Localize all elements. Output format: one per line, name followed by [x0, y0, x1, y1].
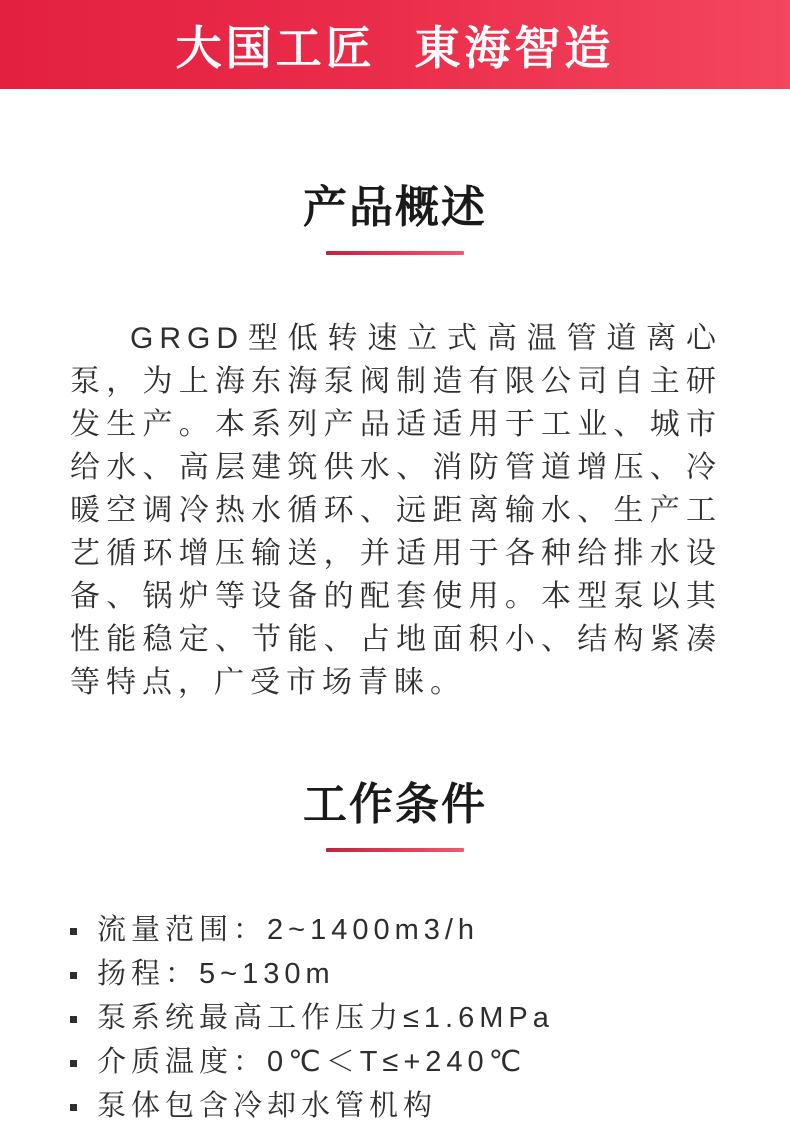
- top-banner: [0, 0, 790, 89]
- condition-max-pressure: 泵系统最高工作压力≤1.6MPa: [97, 1002, 554, 1034]
- overview-paragraph: GRGD型低转速立式高温管道离心泵，为上海东海泵阀制造有限公司自主研发生产。本系列产品适适用于工业、城市给水、高层建筑供水、消防管道增压、冷暖空调冷热水循环、远距离输水、生产工艺循环增压输送，并适用于各种给排水设备、锅炉等设备的配套使用。本型泵以其性能稳定、节能、占地面积小、结构紧凑等特点，广受市场青睐。: [70, 322, 722, 699]
- list-item: [70, 1084, 720, 1128]
- list-item: [70, 952, 720, 996]
- list-item: [70, 908, 720, 952]
- overview-title-underline: [326, 251, 464, 255]
- list-item: [70, 996, 720, 1040]
- working-conditions-title-underline: [326, 848, 464, 852]
- condition-head-range: 扬程：5~130m: [97, 958, 335, 990]
- condition-cooling-pipe: 泵体包含冷却水管机构: [97, 1090, 438, 1122]
- working-conditions-section-title: 工作条件: [303, 780, 487, 829]
- banner-title: 大国工匠 東海智造: [175, 21, 615, 74]
- list-item: [70, 1040, 720, 1084]
- bullet-dot: [70, 1060, 77, 1067]
- condition-medium-temperature: 介质温度：0℃＜T≤+240℃: [97, 1046, 527, 1078]
- conditions-list: [70, 908, 720, 1128]
- bullet-dot: [70, 972, 77, 979]
- bullet-dot: [70, 1104, 77, 1111]
- condition-flow-range: 流量范围：2~1400m3/h: [97, 914, 480, 946]
- overview-section-title: 产品概述: [303, 183, 487, 232]
- bullet-dot: [70, 1016, 77, 1023]
- bullet-dot: [70, 928, 77, 935]
- overview-section-head: [0, 171, 790, 255]
- working-conditions-section: [0, 768, 790, 1128]
- working-conditions-section-head: [0, 768, 790, 852]
- overview-section: [0, 171, 790, 704]
